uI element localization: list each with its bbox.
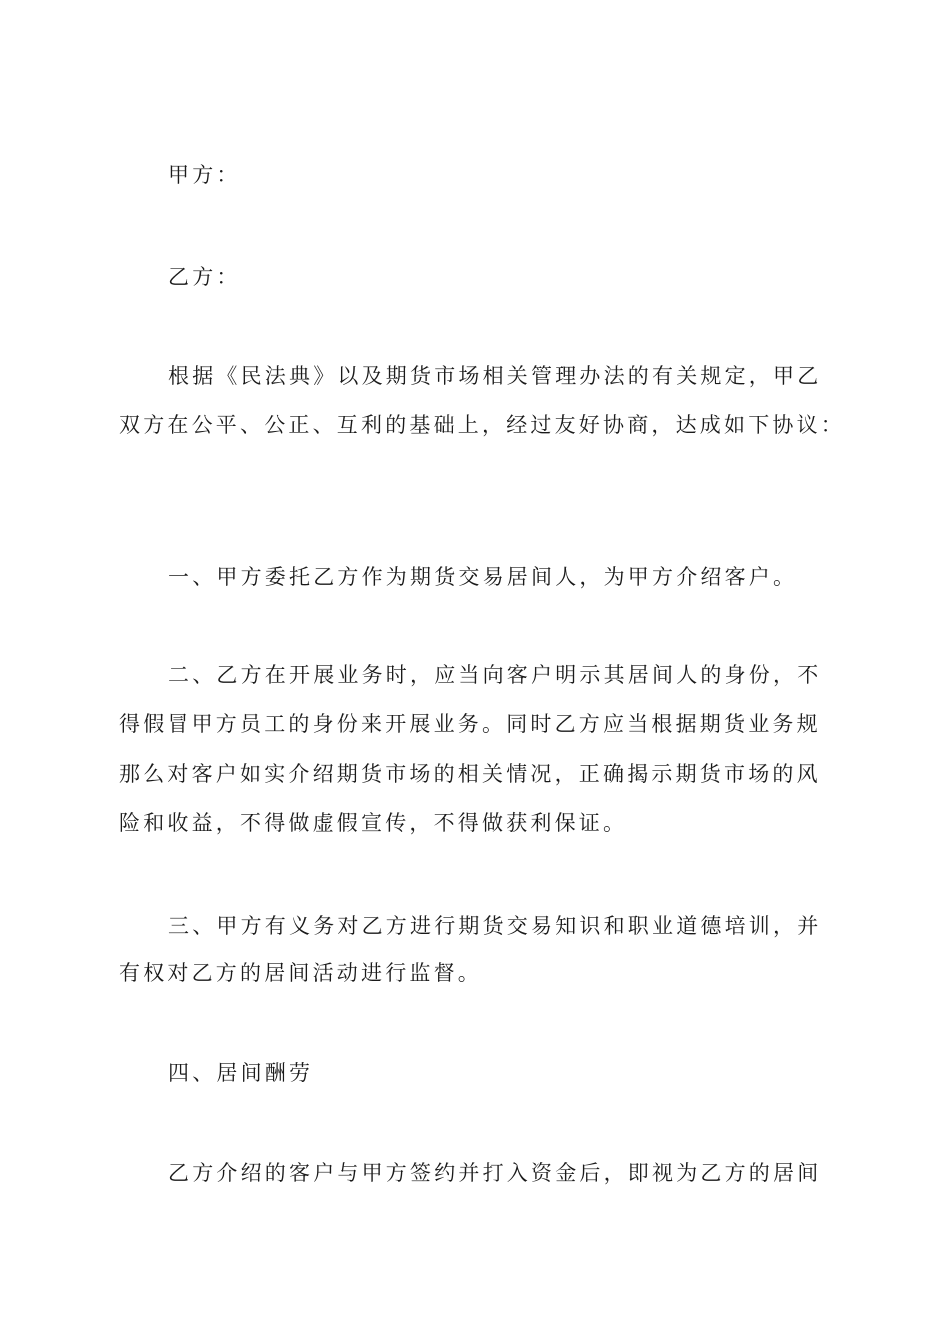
party-a-label: 甲方： bbox=[168, 163, 241, 187]
clause-2-line-1: 二、乙方在开展业务时，应当向客户明示其居间人的身份，不 bbox=[168, 663, 822, 687]
clause-4-line-1: 乙方介绍的客户与甲方签约并打入资金后，即视为乙方的居间 bbox=[168, 1161, 822, 1185]
preamble-line-1: 根据《民法典》以及期货市场相关管理办法的有关规定，甲乙 bbox=[168, 364, 822, 388]
clause-3-line-2: 有权对乙方的居间活动进行监督。 bbox=[119, 961, 482, 985]
clause-2-line-4: 险和收益，不得做虚假宣传，不得做获利保证。 bbox=[119, 811, 628, 835]
clause-1-line-1: 一、甲方委托乙方作为期货交易居间人，为甲方介绍客户。 bbox=[168, 565, 798, 589]
clause-2-line-2: 得假冒甲方员工的身份来开展业务。同时乙方应当根据期货业务规 bbox=[119, 712, 821, 736]
clause-4-heading: 四、居间酬劳 bbox=[168, 1061, 314, 1085]
preamble-line-2: 双方在公平、公正、互利的基础上，经过友好协商，达成如下协议： bbox=[119, 413, 845, 437]
party-b-label: 乙方： bbox=[168, 265, 241, 289]
clause-3-line-1: 三、甲方有义务对乙方进行期货交易知识和职业道德培训，并 bbox=[168, 914, 822, 938]
clause-2-line-3: 那么对客户如实介绍期货市场的相关情况，正确揭示期货市场的风 bbox=[119, 762, 821, 786]
